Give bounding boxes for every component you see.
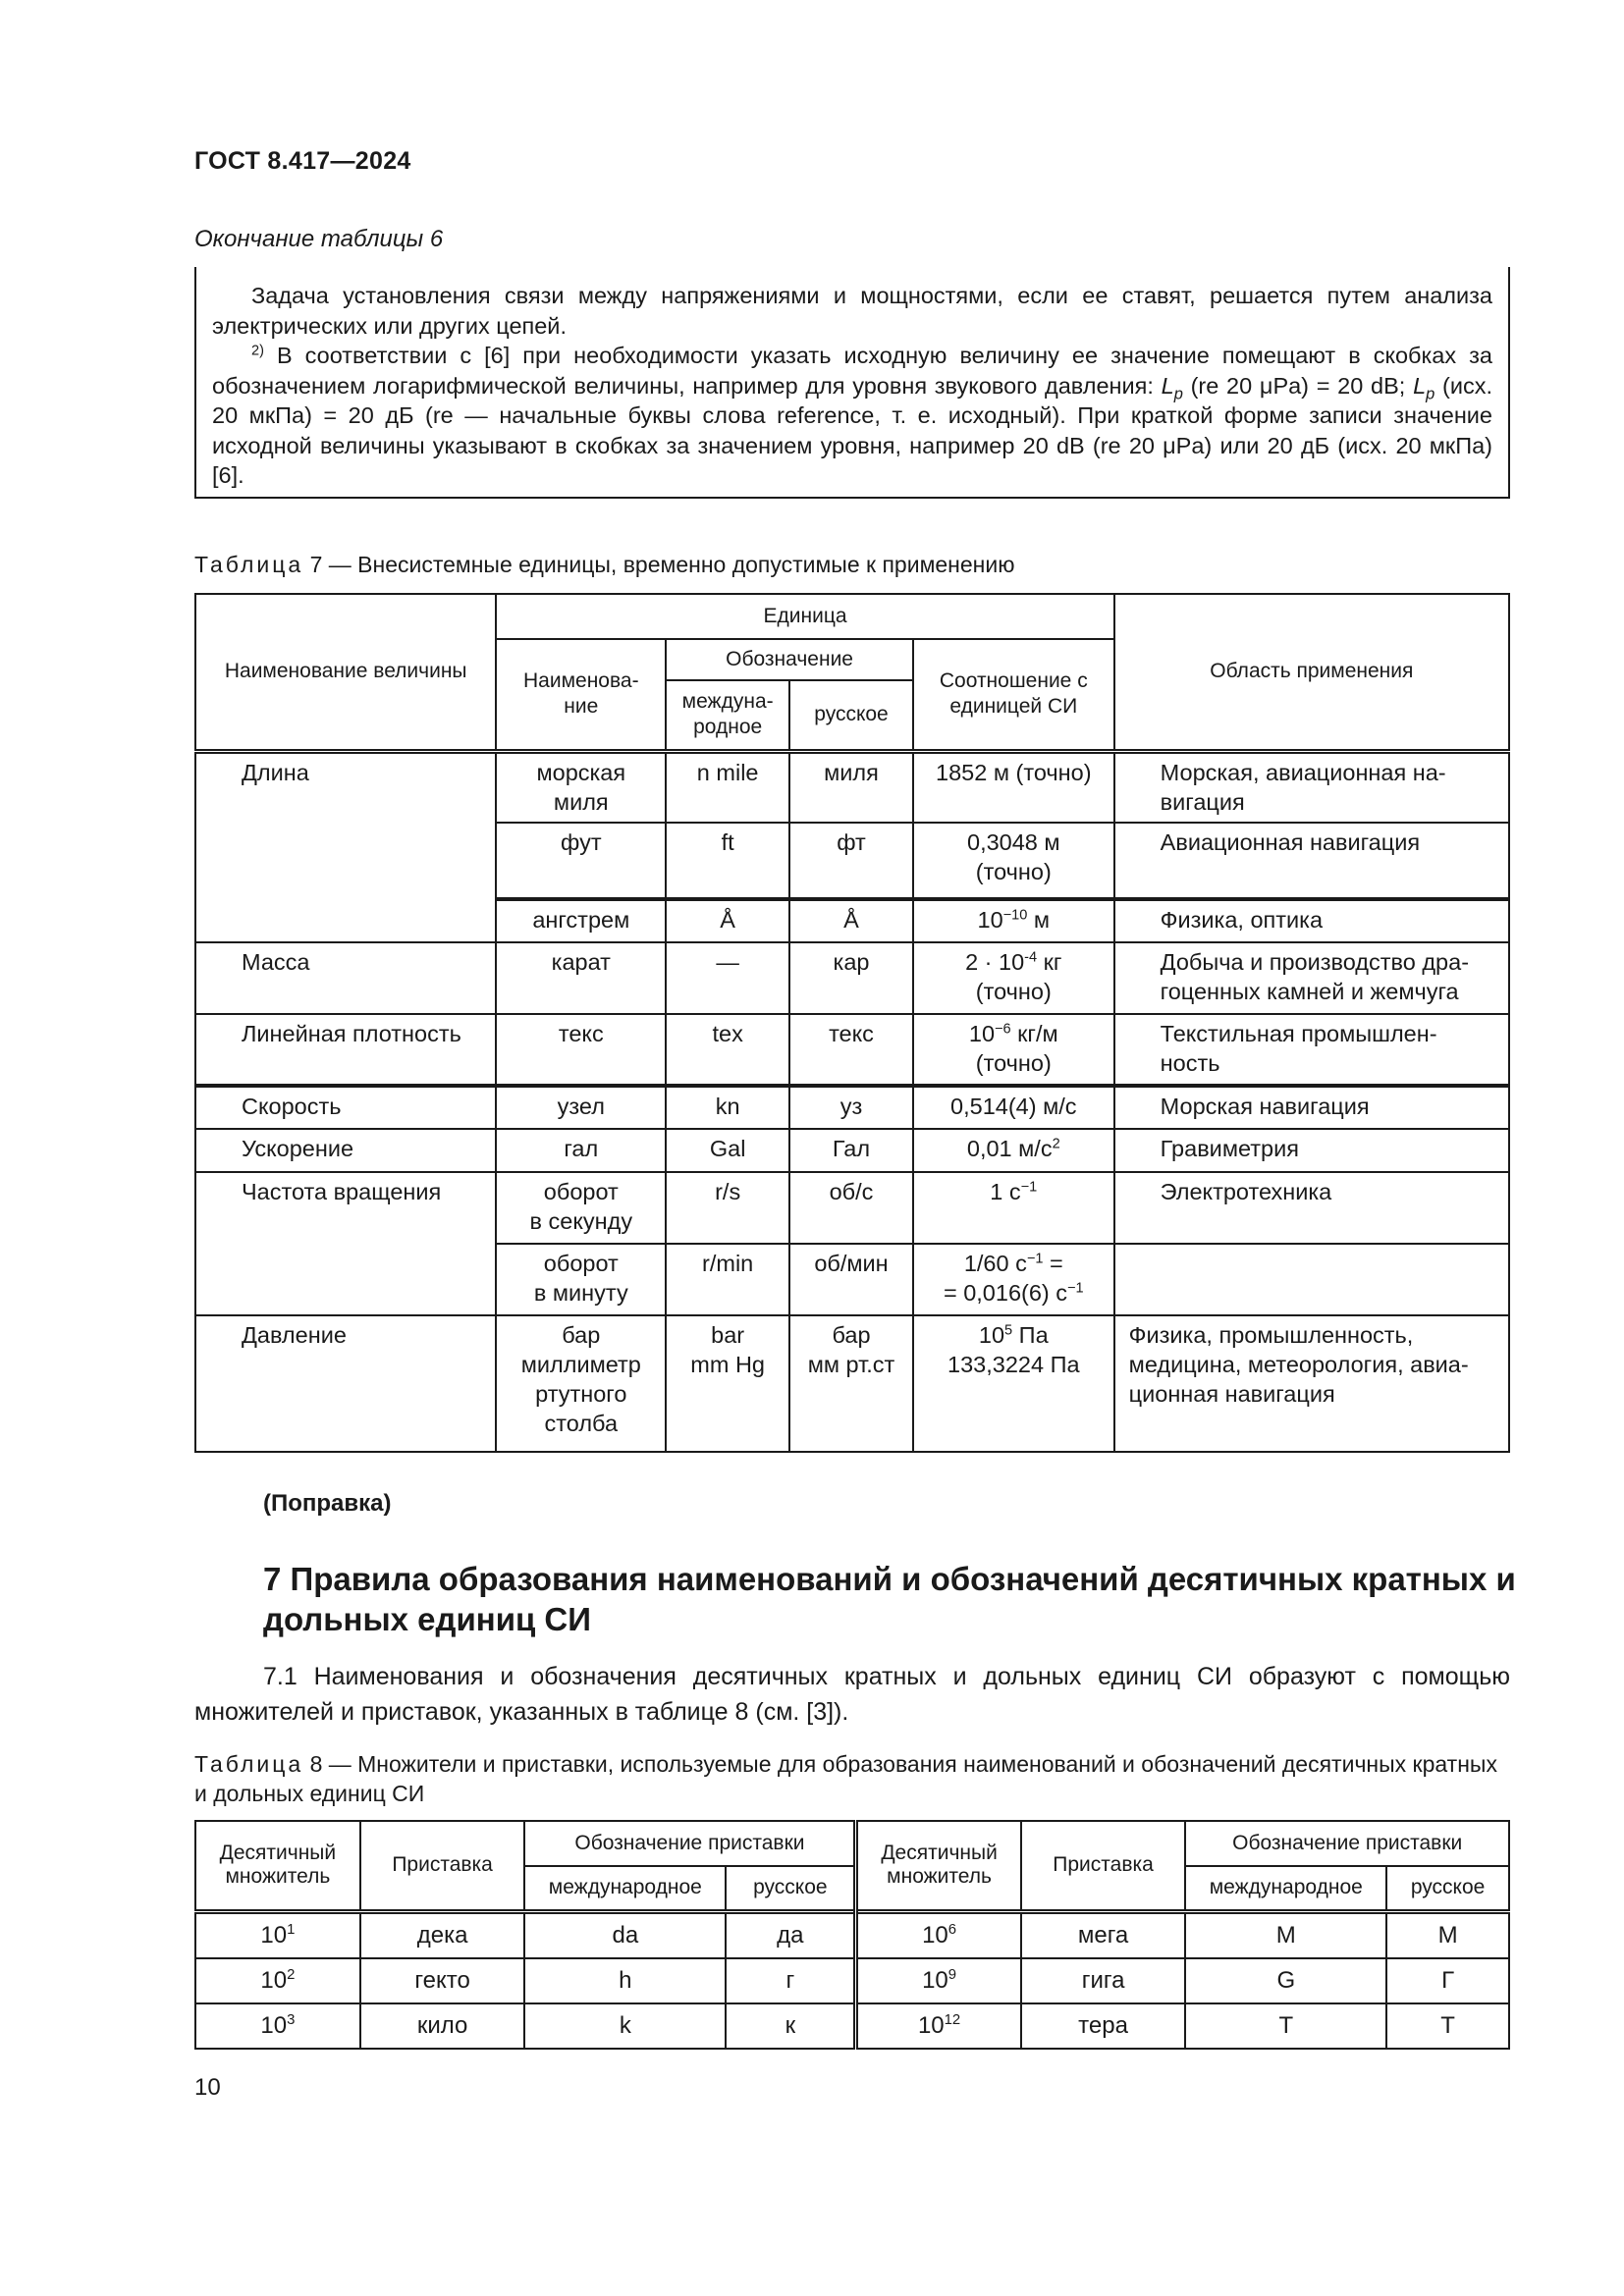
table-row: $10^2$ гекто h г $10^9$ гига G Г <box>195 1958 1509 2003</box>
table-row: Масса карат — кар $2 \cdot 10^{-4}$ кг (точно) Добыча и производство дра- гоценных камней и жемчуга <box>195 942 1509 1014</box>
table-row: $10^1$ дека da да $10^6$ мега M М <box>195 1911 1509 1958</box>
header-multiplier: Десятичный множитель <box>195 1821 360 1911</box>
header-prefix: Приставка <box>1021 1821 1186 1911</box>
table-row: фут ft фт 0,3048 м (точно) Авиационная навигация <box>195 823 1509 899</box>
header-intl: международное <box>1185 1866 1386 1911</box>
header-unit: Единица <box>496 594 1113 639</box>
table-row: Частота вращения оборот в секунду r/s об/с 1 $с^{-1}$ Электротехника <box>195 1172 1509 1244</box>
table8-caption: Таблица 8 — Множители и приставки, используемые для образования наименований и обозначений десятичных кратных и дольных единиц СИ <box>194 1751 1497 1806</box>
header-intl: международное <box>524 1866 726 1911</box>
table7-caption: Таблица 7 — Внесистемные единицы, временно допустимые к применению <box>194 552 1015 577</box>
header-designation: Обозначение приставки <box>1185 1821 1509 1866</box>
table-row: $10^3$ кило k к $10^{12}$ тера T Т <box>195 2003 1509 2049</box>
header-rus: русское <box>1386 1866 1509 1911</box>
header-rus: русское <box>789 680 913 751</box>
amendment-note: (Поправка) <box>263 1490 392 1517</box>
header-rus: русское <box>726 1866 856 1911</box>
table8-prefixes <box>194 1820 1510 2050</box>
header-application: Область применения <box>1114 594 1509 751</box>
header-intl: междуна- родное <box>666 680 789 751</box>
footnote-paragraph-1: Задача установления связи между напряжениями и мощностями, если ее ставят, решается путем анализа электрических или других цепей. <box>212 283 1492 339</box>
header-quantity: Наименование величины <box>195 594 496 751</box>
section-7-heading: 7 Правила образования наименований и обозначений десятичных кратных и дольных единиц СИ <box>263 1561 1516 1637</box>
header-multiplier: Десятичный множитель <box>856 1821 1021 1911</box>
header-prefix: Приставка <box>360 1821 525 1911</box>
table-row: оборот в минуту r/min об/мин 1/60 $с^{-1}$ = = 0,016(6) $с^{-1}$ <box>195 1244 1509 1315</box>
table-row: Линейная плотность текс tex текс $10^{-6}$ кг/м (точно) Текстильная промышлен- ность <box>195 1014 1509 1086</box>
header-unit-name: Наименова- ние <box>496 639 666 751</box>
header-designation: Обозначение <box>666 639 913 680</box>
table-row: ангстрем Å Å $10^{-10}$ м Физика, оптика <box>195 899 1509 942</box>
table-row: Скорость узел kn уз 0,514(4) м/с Морская навигация <box>195 1086 1509 1129</box>
table7-non-si-units <box>194 593 1510 1453</box>
cell-quantity: Длина <box>195 751 496 942</box>
footnote-paragraph-2: $^{2)}$ В соответствии с [6] при необходимости указать исходную величину ее значение помещают в скобках за обозначением логарифмической величины, например для уровня звукового давления: $L_p$ (re 20 μPa) = 20 dB; $L_p$ (исх. 20 мкПа) = 20 дБ (re — начальные буквы слова reference, т. е. исходный). При краткой форме записи значение исходной величины указывают в скобках за значением уровня, например 20 dB (re 20 μPa) или 20 дБ (исх. 20 мкПа) [6]. <box>212 343 1493 488</box>
page-number: 10 <box>194 2074 221 2101</box>
header-relation: Соотношение с единицей СИ <box>913 639 1114 751</box>
table-row: Давление бар миллиметр ртутного столба bar mm Hg бар мм рт.ст $10^5$ Па 133,3224 Па Физика, промышленность, медицина, метеорология, авиа- ционная навигация <box>195 1315 1509 1452</box>
header-designation: Обозначение приставки <box>524 1821 856 1866</box>
table-row: Ускорение гал Gal Гал 0,01 $м/с^2$ Гравиметрия <box>195 1129 1509 1172</box>
table-continuation-label: Окончание таблицы 6 <box>194 226 444 252</box>
table-row: Длина морская миля n mile миля 1852 м (точно) Морская, авиационная на- вигация <box>195 751 1509 823</box>
paragraph-7-1: 7.1 Наименования и обозначения десятичных кратных и дольных единиц СИ образуют с помощью множителей и приставок, указанных в таблице 8 (см. [3]). <box>194 1663 1510 1726</box>
table6-footnote-box <box>194 267 1510 499</box>
document-code: ГОСТ 8.417—2024 <box>194 147 411 175</box>
footnote-marker: 2) <box>251 343 264 359</box>
